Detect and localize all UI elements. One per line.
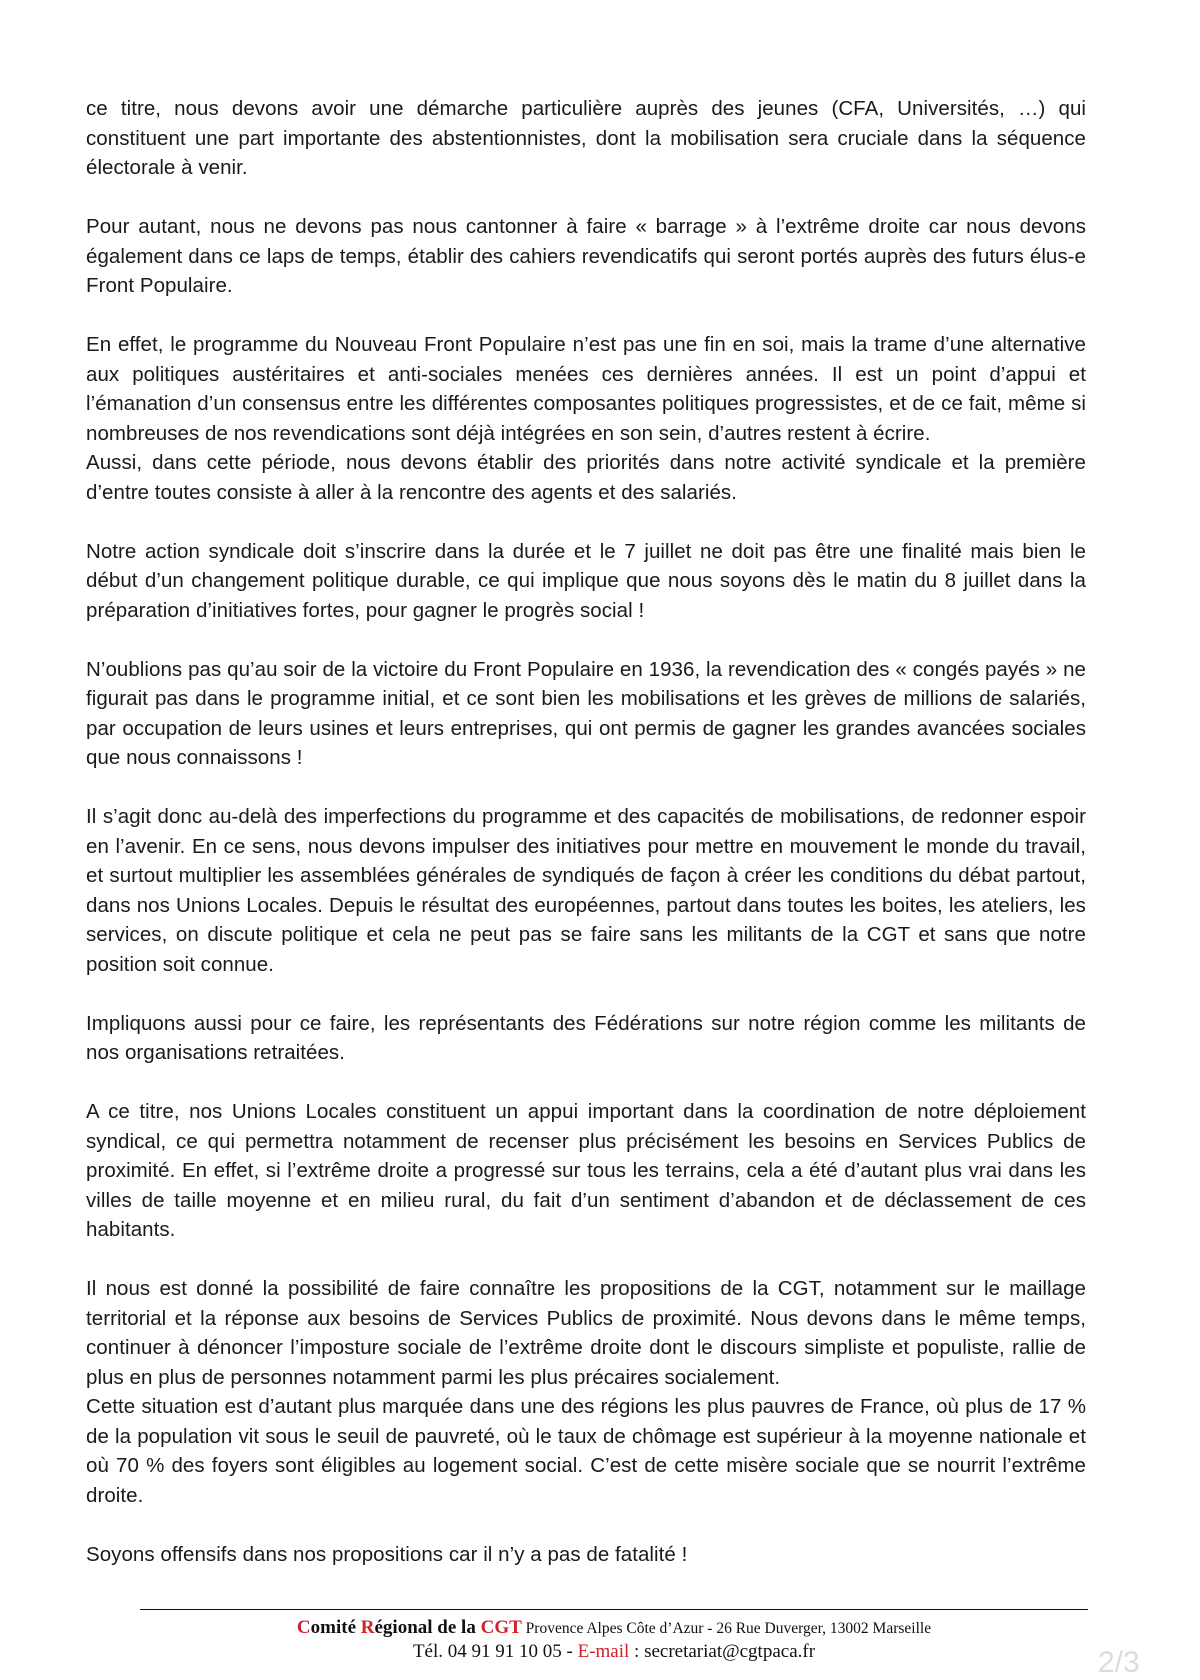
page-number: 2/3 [1098,1646,1140,1679]
email-label: E-mail [577,1641,630,1662]
email-link[interactable]: secretariat@cgtpaca.fr [644,1641,816,1662]
paragraph: Notre action syndicale doit s’inscrire dans la durée et le 7 juillet ne doit pas être une finalité mais bien le début d’un changement politique durable, ce qui implique que nous soyons dès le matin du 8 juillet dans la préparation d’initiatives fortes, pour gagner le progrès social ! [86,539,1086,622]
org-acronym: CGT [480,1617,522,1638]
paragraph: Impliquons aussi pour ce faire, les représentants des Fédérations sur notre région comme les militants de nos organisations retraitées. [86,1011,1086,1064]
footer-organization [140,1617,1088,1640]
paragraph: Pour autant, nous ne devons pas nous cantonner à faire « barrage » à l’extrême droite car nous devons également dans ce laps de temps, établir des cahiers revendicatifs qui seront portés auprès des futurs élus-e Front Populaire. [86,215,1086,297]
footer-divider [140,1609,1088,1610]
paragraph: N’oublions pas qu’au soir de la victoire du Front Populaire en 1936, la revendication des « congés payés » ne figurait pas dans le programme initial, et ce sont bien les mobilisations et les grèves de millions de salariés, par occupation de leurs usines et leurs entreprises, qui ont permis de gagner les grandes avancées sociales que nous connaissons ! [86,657,1086,769]
email-separator: : [629,1641,645,1662]
paragraph: Il nous est donné la possibilité de faire connaître les propositions de la CGT, notamment sur le maillage territorial et la réponse aux besoins de Services Publics de proximité. Nous devons dans le même temps, continuer à dénoncer l’imposture sociale de l’extrême droite dont le discours simpliste et populiste, rallie de plus en plus de personnes notamment parmi les plus précaires socialement. [86,1277,1086,1389]
footer [140,1617,1088,1664]
paragraph: Il s’agit donc au-delà des imperfections du programme et des capacités de mobilisations, de redonner espoir en l’avenir. En ce sens, nous devons impulser des initiatives pour mettre en mouvement le monde du travail, et surtout multiplier les assemblées générales de syndiqués de façon à créer les conditions du débat partout, dans nos Unions Locales. Depuis le résultat des européennes, partout dans toutes les boites, les ateliers, les services, on discute politique et cela ne peut pas se faire sans les militants de la CGT et sans que notre position soit connue. [86,805,1086,976]
org-initial: C [296,1617,311,1638]
paragraph: En effet, le programme du Nouveau Front Populaire n’est pas une fin en soi, mais la trame d’une alternative aux politiques austéritaires et anti-sociales menées ces dernières années. Il est un point d’appui et l’émanation d’un consensus entre les différentes composantes politiques progressistes, et de ce fait, même si nombreuses de nos revendications sont déjà intégrées en son sein, d’autres restent à écrire. [86,333,1086,445]
footer-phone: Tél. 04 91 91 10 05 - [412,1641,578,1662]
paragraph: Aussi, dans cette période, nous devons établir des priorités dans notre activité syndicale et la première d’entre toutes consiste à aller à la rencontre des agents et des salariés. [86,451,1086,504]
paragraph: Soyons offensifs dans nos propositions car il n’y a pas de fatalité ! [86,1542,688,1566]
org-initial: R [360,1617,375,1638]
paragraph: A ce titre, nos Unions Locales constituent un appui important dans la coordination de notre déploiement syndical, ce qui permettra notamment de recenser plus précisément les besoins en Services Publics de proximité. En effet, si l’extrême droite a progressé sur tous les terrains, cela a été d’autant plus vrai dans les villes de taille moyenne et en milieu rural, du fait d’un sentiment d’abandon et de déclassement de ces habitants. [86,1100,1086,1241]
footer-contact [140,1640,1088,1664]
footer-address: Provence Alpes Côte d’Azur - 26 Rue Duverger, 13002 Marseille [521,1620,932,1637]
org-word: omité [310,1617,361,1638]
paragraph: ce titre, nous devons avoir une démarche particulière auprès des jeunes (CFA, Universités, …) qui constituent une part importante des abstentionnistes, dont la mobilisation sera cruciale dans la séquence électorale à venir. [86,97,1086,179]
org-word: égional de la [374,1617,481,1638]
paragraph: Cette situation est d’autant plus marquée dans une des régions les plus pauvres de France, où plus de 17 % de la population vit sous le seuil de pauvreté, où le taux de chômage est supérieur à la moyenne nationale et où 70 % des foyers sont éligibles au logement social. C’est de cette misère sociale que se nourrit l’extrême droite. [86,1395,1086,1507]
document-body [86,94,1086,1569]
